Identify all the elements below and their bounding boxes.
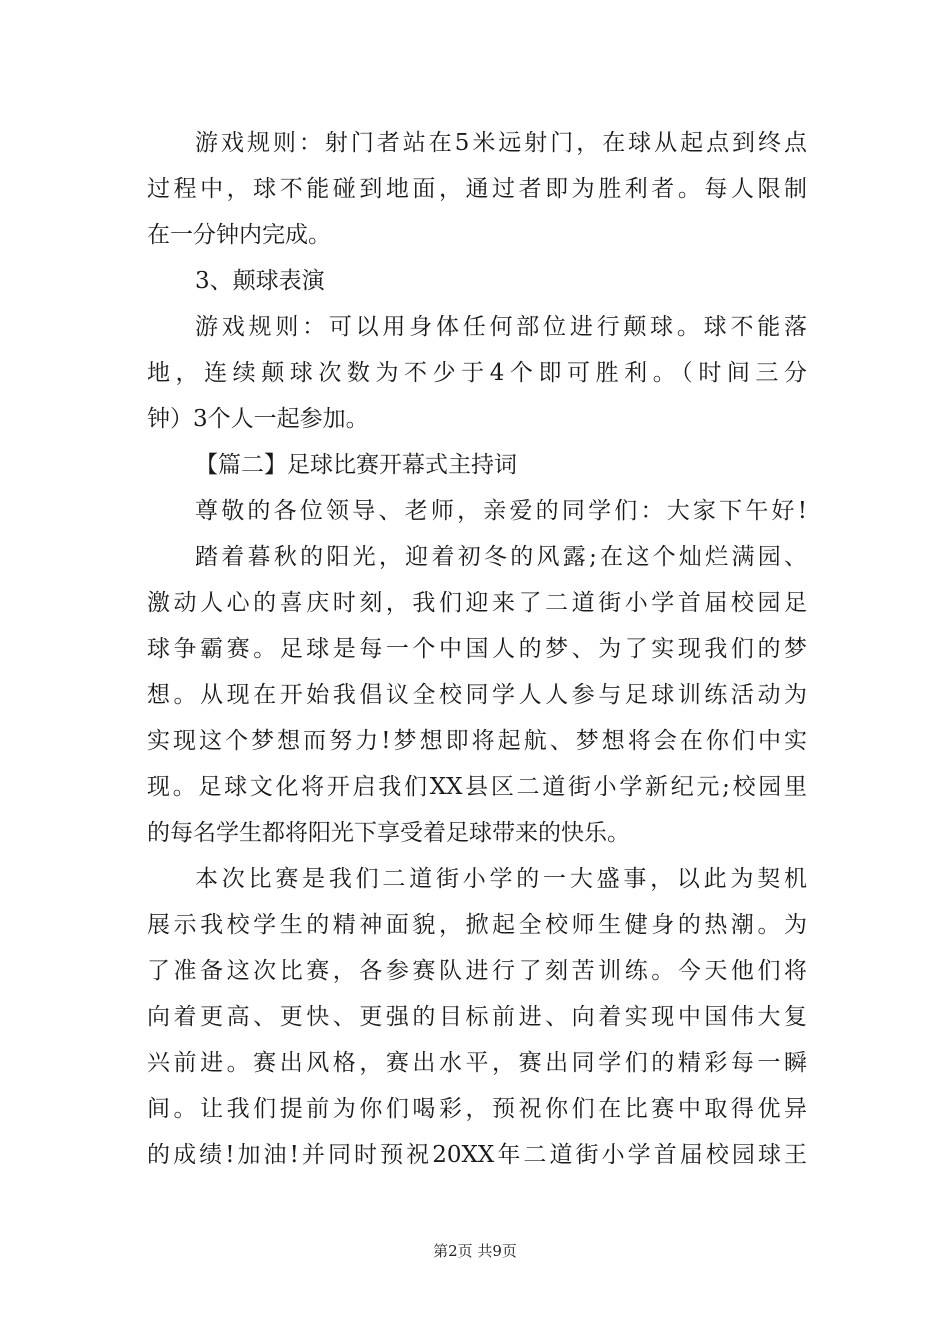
section-heading: 3、颠球表演: [195, 268, 325, 294]
text-line: 球争霸赛。足球是每一个中国人的梦、为了实现我们的梦: [147, 636, 807, 662]
text-line: 现。足球文化将开启我们XX县区二道街小学新纪元;校园里: [147, 774, 807, 800]
text-line: 踏着暮秋的阳光，迎着初冬的风露;在这个灿烂满园、: [195, 544, 807, 570]
section-heading: 【篇二】足球比赛开幕式主持词: [195, 452, 517, 478]
text-line: 的每名学生都将阳光下享受着足球带来的快乐。: [147, 820, 630, 846]
text-line: 游戏规则：射门者站在5米远射门，在球从起点到终点: [195, 130, 807, 156]
text-line: 本次比赛是我们二道街小学的一大盛事，以此为契机: [195, 866, 807, 892]
text-line: 在一分钟内完成。: [147, 222, 331, 248]
text-line: 尊敬的各位领导、老师，亲爱的同学们：大家下午好!: [195, 498, 807, 524]
text-line: 向着更高、更快、更强的目标前进、向着实现中国伟大复: [147, 1004, 807, 1030]
text-line: 地，连续颠球次数为不少于4个即可胜利。（时间三分: [147, 360, 807, 386]
text-line: 想。从现在开始我倡议全校同学人人参与足球训练活动为: [147, 682, 807, 708]
text-line: 间。让我们提前为你们喝彩，预祝你们在比赛中取得优异: [147, 1096, 807, 1122]
text-line: 激动人心的喜庆时刻，我们迎来了二道街小学首届校园足: [147, 590, 807, 616]
page-footer: [0, 1240, 950, 1261]
text-line: 钟）3个人一起参加。: [147, 406, 369, 432]
text-line: 过程中，球不能碰到地面，通过者即为胜利者。每人限制: [147, 176, 807, 202]
text-line: 展示我校学生的精神面貌，掀起全校师生健身的热潮。为: [147, 912, 807, 938]
text-line: 游戏规则：可以用身体任何部位进行颠球。球不能落: [195, 314, 807, 340]
text-line: 实现这个梦想而努力!梦想即将起航、梦想将会在你们中实: [147, 728, 807, 754]
text-line: 兴前进。赛出风格，赛出水平，赛出同学们的精彩每一瞬: [147, 1050, 807, 1076]
text-line: 了准备这次比赛，各参赛队进行了刻苦训练。今天他们将: [147, 958, 807, 984]
document-body: [147, 120, 807, 1178]
text-line: 的成绩!加油!并同时预祝20XX年二道街小学首届校园球王: [147, 1142, 807, 1168]
page-number: 第2页 共9页: [433, 1242, 517, 1260]
